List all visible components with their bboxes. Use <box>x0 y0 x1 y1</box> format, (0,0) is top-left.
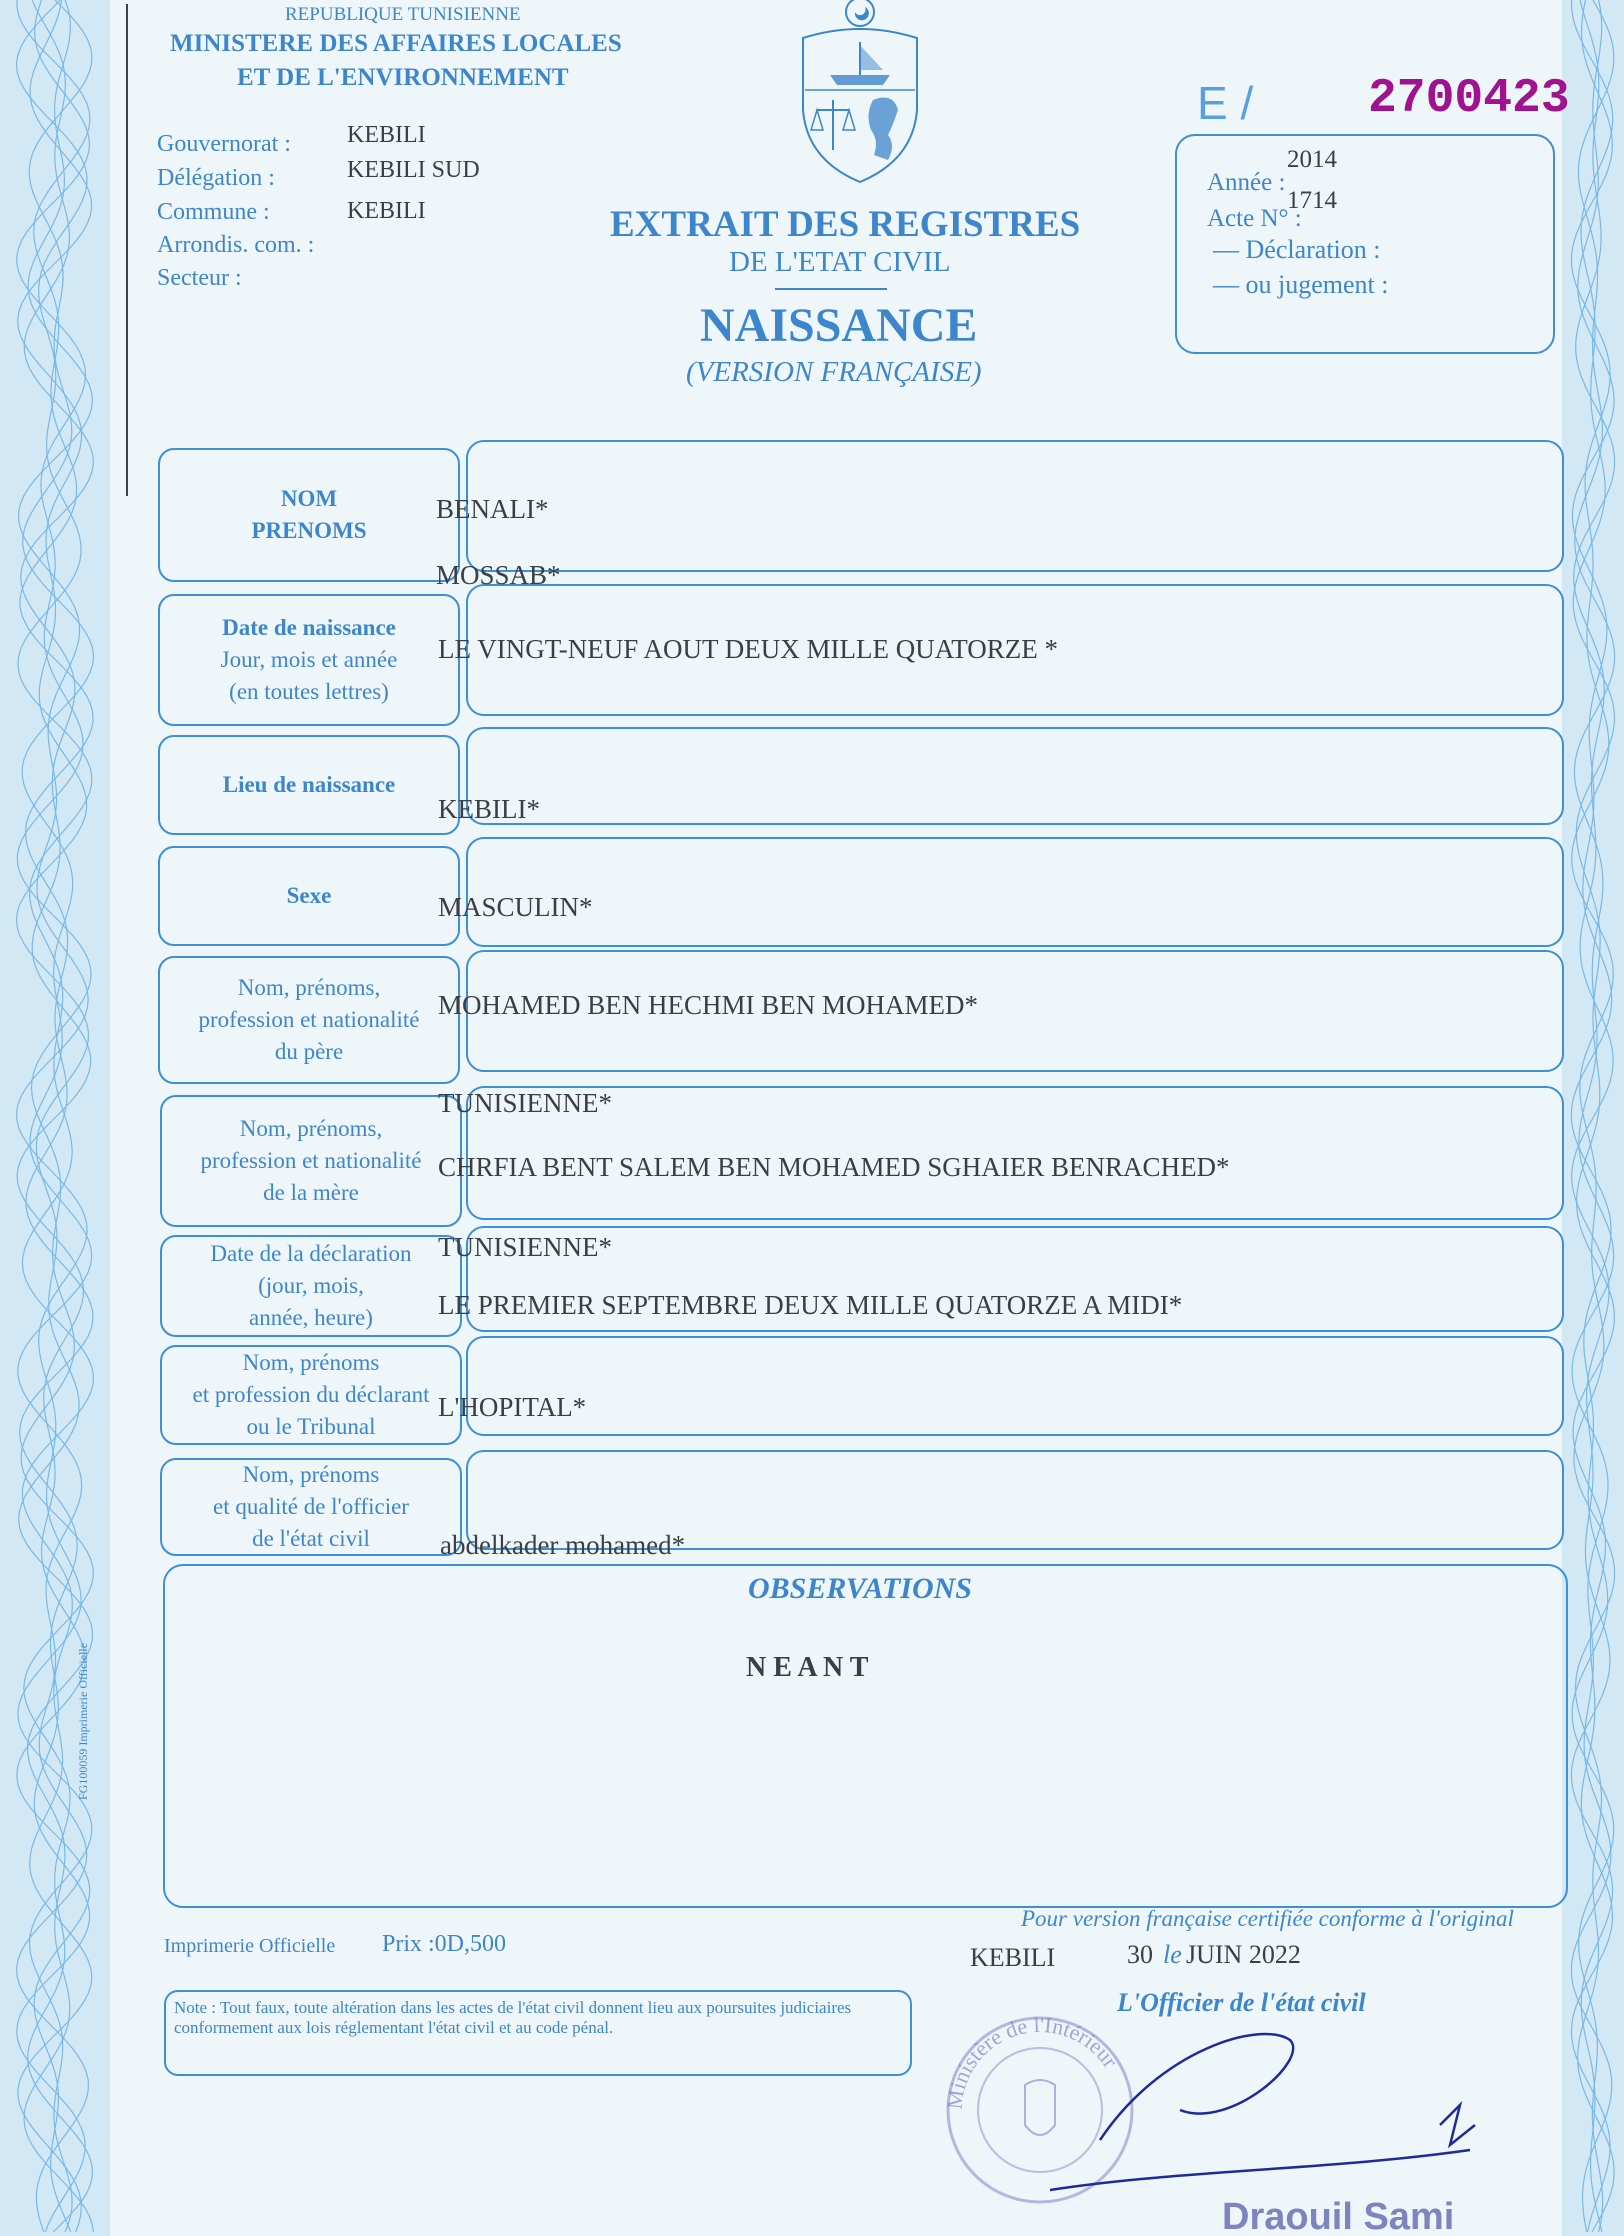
issue-date: JUIN 2022 <box>1186 1940 1301 1969</box>
issue-day: 30 <box>1127 1940 1153 1969</box>
ministry-line1: MINISTERE DES AFFAIRES LOCALES <box>170 30 622 57</box>
nom-prenoms-label-box <box>158 448 460 582</box>
acte-value: 1714 <box>1287 187 1337 214</box>
price-label: Prix :0D,500 <box>382 1931 507 1957</box>
republic-label: REPUBLIQUE TUNISIENNE <box>285 4 521 25</box>
mother-nationality: TUNISIENNE* <box>438 1232 612 1262</box>
right-guilloche-border <box>1562 0 1624 2236</box>
gouvernorat-value: KEBILI <box>347 122 426 148</box>
mother-label-box <box>160 1095 462 1227</box>
declarant-label2: et profession du déclarant <box>192 1381 430 1407</box>
mother-label2: profession et nationalité <box>200 1147 422 1173</box>
issue-place: KEBILI <box>970 1943 1056 1972</box>
certified-statement: Pour version française certifiée conforme à l'original <box>1021 1906 1514 1931</box>
side-imprint: FG100059 Imprimerie Officielle <box>76 1642 90 1800</box>
decl-date-label2: (jour, mois, <box>258 1272 364 1298</box>
father-value: MOHAMED BEN HECHMI BEN MOHAMED* <box>438 990 978 1020</box>
observations-title: OBSERVATIONS <box>748 1572 972 1605</box>
declarant-label-box <box>160 1345 462 1445</box>
officer-label1: Nom, prénoms <box>242 1461 380 1487</box>
officer-label3: de l'état civil <box>252 1526 370 1552</box>
delegation-value: KEBILI SUD <box>347 157 480 183</box>
coat-of-arms-emblem <box>795 0 925 185</box>
declarant-label3: ou le Tribunal <box>246 1414 376 1440</box>
mother-label1: Nom, prénoms, <box>239 1115 383 1141</box>
version-label: (VERSION FRANÇAISE) <box>686 356 982 388</box>
father-label1: Nom, prénoms, <box>237 974 381 1000</box>
sex-label: Sexe <box>286 882 332 908</box>
sex-value: MASCULIN* <box>438 892 593 922</box>
legal-note-box <box>164 1990 912 2076</box>
nom-value: BENALI* <box>436 494 549 524</box>
document-type: NAISSANCE <box>700 299 978 352</box>
declaration-date-value: LE PREMIER SEPTEMBRE DEUX MILLE QUATORZE A MIDI* <box>438 1290 1183 1320</box>
pob-value: KEBILI* <box>438 794 540 824</box>
arrondissement-label: Arrondis. com. : <box>157 232 315 258</box>
dob-label: Date de naissance <box>222 614 396 640</box>
sex-label-box <box>158 846 460 946</box>
officer-label-box <box>160 1458 462 1556</box>
note-label: Note : <box>174 1998 217 2017</box>
declaration-date-label-box <box>160 1235 462 1337</box>
decl-date-label3: année, heure) <box>249 1305 373 1331</box>
father-label-box <box>158 956 460 1084</box>
note-text: Tout faux, toute altération dans les actes de l'état civil donnent lieu aux poursuites judiciaires conformement aux lois réglementant l'état civil et au code pénal. <box>174 1998 852 2037</box>
pob-label: Lieu de naissance <box>222 771 396 797</box>
declarant-value-box <box>466 1336 1564 1436</box>
header-divider-line <box>126 4 128 496</box>
serial-prefix: E / <box>1197 77 1254 129</box>
officer-value: abdelkader mohamed* <box>440 1530 686 1560</box>
officer-stamp-name: Draouil Sami <box>1222 2196 1455 2236</box>
jugement-label: — ou jugement : <box>1213 270 1389 299</box>
delegation-label: Délégation : <box>157 165 275 191</box>
ministry-line2: ET DE L'ENVIRONNEMENT <box>237 64 569 91</box>
dob-sublabel2: (en toutes lettres) <box>229 679 389 705</box>
observations-value: N E A N T <box>746 1652 869 1683</box>
sex-value-box <box>466 837 1564 947</box>
commune-label: Commune : <box>157 199 270 225</box>
nom-value-box <box>466 440 1564 572</box>
dob-sublabel: Jour, mois et année <box>220 646 398 672</box>
mother-label3: de la mère <box>263 1180 359 1206</box>
serial-number: 2700423 <box>1368 72 1570 126</box>
issue-le-label: le <box>1163 1940 1182 1969</box>
declaration-label: — Déclaration : <box>1213 235 1381 264</box>
prenoms-label: PRENOMS <box>251 518 367 543</box>
declarant-value: L'HOPITAL* <box>438 1392 587 1422</box>
decl-date-label1: Date de la déclaration <box>210 1240 412 1266</box>
annee-value: 2014 <box>1287 146 1337 173</box>
pob-label-box <box>158 735 460 835</box>
printer-label: Imprimerie Officielle <box>164 1935 336 1957</box>
dob-label-box <box>158 594 460 726</box>
left-guilloche-border <box>0 0 110 2236</box>
commune-value: KEBILI <box>347 198 426 224</box>
observations-box <box>163 1564 1568 1908</box>
father-label2: profession et nationalité <box>198 1006 420 1032</box>
title-underline <box>775 288 887 290</box>
dob-value: LE VINGT-NEUF AOUT DEUX MILLE QUATORZE * <box>438 634 1058 664</box>
pob-value-box <box>466 727 1564 825</box>
officer-label2: et qualité de l'officier <box>213 1493 409 1519</box>
secteur-label: Secteur : <box>157 265 242 291</box>
mother-value: CHRFIA BENT SALEM BEN MOHAMED SGHAIER BENRACHED* <box>438 1152 1230 1182</box>
acte-label: Acte N° : <box>1207 205 1302 232</box>
declarant-label1: Nom, prénoms <box>242 1349 380 1375</box>
gouvernorat-label: Gouvernorat : <box>157 131 291 157</box>
father-label3: du père <box>274 1039 344 1065</box>
nom-label: NOM <box>280 485 338 511</box>
father-nationality: TUNISIENNE* <box>438 1088 612 1118</box>
prenoms-value: MOSSAB* <box>436 560 561 590</box>
annee-label: Année : <box>1207 169 1286 196</box>
officer-title: L'Officier de l'état civil <box>1117 1988 1366 2017</box>
document-title-line2: DE L'ETAT CIVIL <box>729 246 951 278</box>
document-title-line1: EXTRAIT DES REGISTRES <box>610 204 1081 245</box>
stamp-ring-text: Ministère de l'Intérieur <box>941 2011 1124 2111</box>
